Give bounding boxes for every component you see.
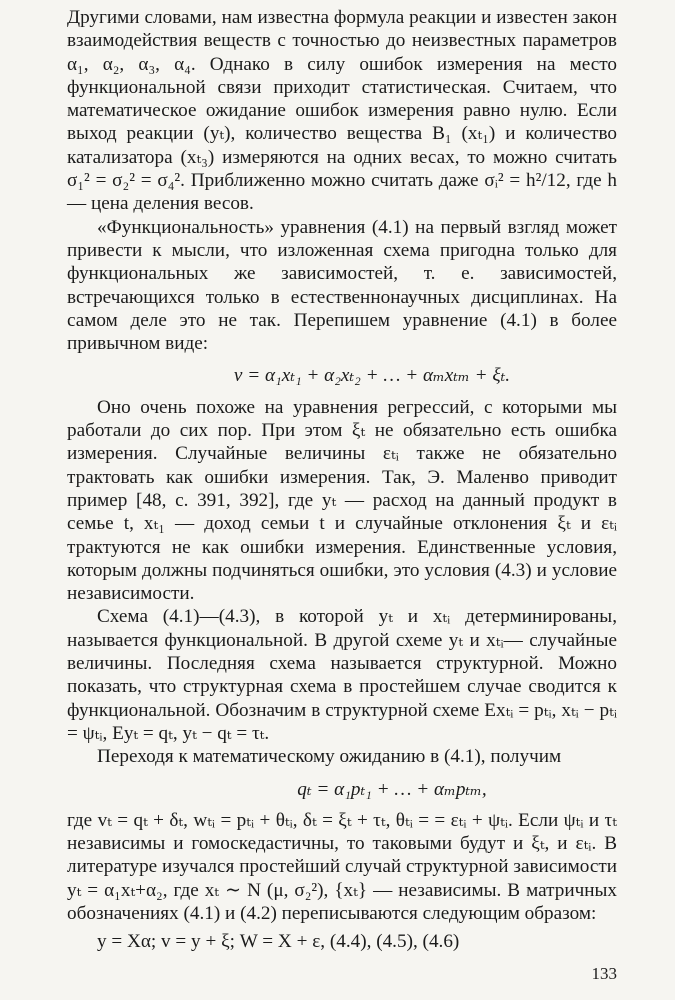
paragraph-4: Схема (4.1)—(4.3), в которой yₜ и xₜᵢ детерминированы, называется функциональной. В другой схеме yₜ и xₜᵢ— случайные величины. Последняя схема называется структурной. Можно показать, что структурная схема в простейшем случае сводится к функциональной. Обозначим в структурной схеме Exₜᵢ = pₜᵢ, xₜᵢ − pₜᵢ = ψₜᵢ, Eyₜ = qₜ, yₜ − qₜ = τₜ. [67, 606, 617, 744]
formula-regression: v = α₁xₜ₁ + α₂xₜ₂ + … + αₘxₜₘ + ξₜ. [233, 365, 511, 387]
paragraph-5: Переходя к математическому ожиданию в (4.1), получим [97, 746, 562, 768]
paragraph-3: Оно очень похоже на уравнения регрессий, с которыми мы работали до сих пор. При этом ξₜ не обязательно есть ошибка измерения. Случайные величины εₜᵢ также не обязательно трактовать как ошибки измерения. Так, Э. Маленво приводит пример [48, с. 391, 392], где yₜ — расход на данный продукт в семье t, xₜ₁ — доход семьи t и случайные отклонения ξₜ и εₜᵢ трактуются не как ошибки измерения. Единственные условия, которым должны подчиняться ошибки, это условия (4.3) и условие независимости. [67, 396, 617, 605]
page-number: 133 [591, 964, 617, 983]
paragraph-6: где vₜ = qₜ + δₜ, wₜᵢ = pₜᵢ + θₜᵢ, δₜ = ξₜ + τₜ, θₜᵢ = = εₜᵢ + ψₜᵢ. Если ψₜᵢ и τₜ независимы и гомоскедастичны, то таковыми будут и ξₜ, и εₜᵢ. В литературе изучался простейший случай структурной зависимости yₜ = α₁xₜ+α₂, где xₜ ∼ N (μ, σ₂²), {xₜ} — независимы. В матричных обозначениях (4.1) и (4.2) переписываются следующим образом: [67, 809, 617, 924]
paragraph-2: «Функциональность» уравнения (4.1) на первый взгляд может привести к мысли, что изложенная схема пригодна только для функциональных же зависимостей, т. е. зависимостей, встречающихся только в естественнонаучных дисциплинах. На самом деле это не так. Перепишем уравнение (4.1) в более привычном виде: [67, 216, 617, 355]
formula-matrix: y = Xα; v = y + ξ; W = X + ε, (4.4), (4.5), (4.6) [97, 931, 460, 953]
formula-expectation: qₜ = α₁pₜ₁ + … + αₘpₜₘ, [297, 778, 487, 800]
paragraph-1: Другими словами, нам известна формула реакции и известен закон взаимодействия веществ с точностью до неизвестных параметров α₁, α₂, α₃, α₄. Однако в силу ошибок измерения на место функциональной связи приходит статистическая. Считаем, что математическое ожидание ошибок измерения равно нулю. Если выход реакции (yₜ), количество вещества B₁ (xₜ₁) и количество катализатора (xₜ₃) измеряются на одних весах, то можно считать σ₁² = σ₂² = σ₄². Приближенно можно считать даже σᵢ² = h²/12, где h — цена деления весов. [67, 7, 617, 215]
